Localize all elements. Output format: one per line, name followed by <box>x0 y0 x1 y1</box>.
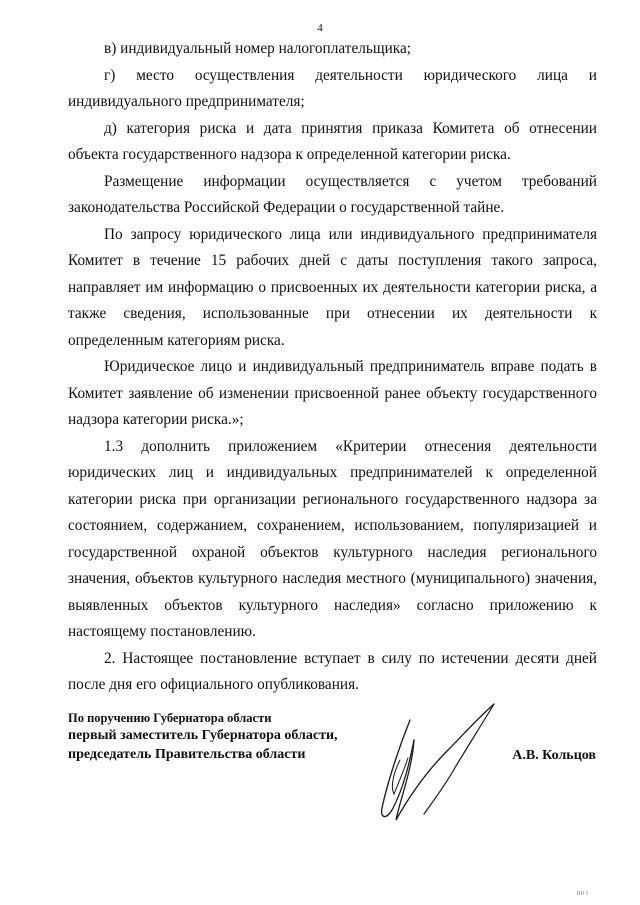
paragraph-inn: в) индивидуальный номер налогоплательщика; <box>104 40 412 57</box>
page-number: 4 <box>317 22 323 34</box>
signature-position-line: первый заместитель Губернатора области, <box>68 728 338 743</box>
signature-authority-line: По поручению Губернатора области <box>68 711 272 725</box>
paragraph-risk-category: д) категория риска и дата принятия приказа Комитета об отнесении объекта государственного надзора к определенной категории риска. <box>68 119 597 163</box>
paragraph-activity-place: г) место осуществления деятельности юридического лица и индивидуального предпринимателя; <box>68 66 597 110</box>
paragraph-change-application: Юридическое лицо и индивидуальный предприниматель вправе подать в Комитет заявление об изменении присвоенной ранее объекту государственного надзора категории риска.»; <box>68 358 597 428</box>
paragraph-appendix: 1.3 дополнить приложением «Критерии отнесения деятельности юридических лиц и индивидуальных предпринимателей к определенной категории риска при организации регионального государственного надзора за состоянием, содержанием, сохранением, использованием, популяризацией и государственной охраной объектов культурного наследия регионального значения, объектов культурного наследия местного (муниципального) значения, выявленных объектов культурного наследия» согласно приложению к настоящему постановлению. <box>68 437 597 640</box>
footer-mark: ıııı ı <box>576 890 588 897</box>
signer-name: А.В. Кольцов <box>512 748 596 763</box>
signature-block <box>68 710 338 764</box>
paragraph-state-secret: Размещение информации осуществляется с учетом требований законодательства Российской Федерации о государственной тайне. <box>68 172 597 216</box>
paragraph-effective-date: 2. Настоящее постановление вступает в силу по истечении десяти дней после дня его официального опубликования. <box>68 649 597 693</box>
paragraph-request: По запросу юридического лица или индивидуального предпринимателя Комитет в течение 15 рабочих дней с даты поступления такого запроса, направляет им информацию о присвоенных их деятельности категории риска, а также сведения, использованные при отнесении их деятельности к определенным категориям риска. <box>68 225 597 349</box>
document-body <box>68 36 597 699</box>
signature-position-line-2: председатель Правительства области <box>68 747 306 762</box>
handwritten-signature <box>370 700 510 830</box>
